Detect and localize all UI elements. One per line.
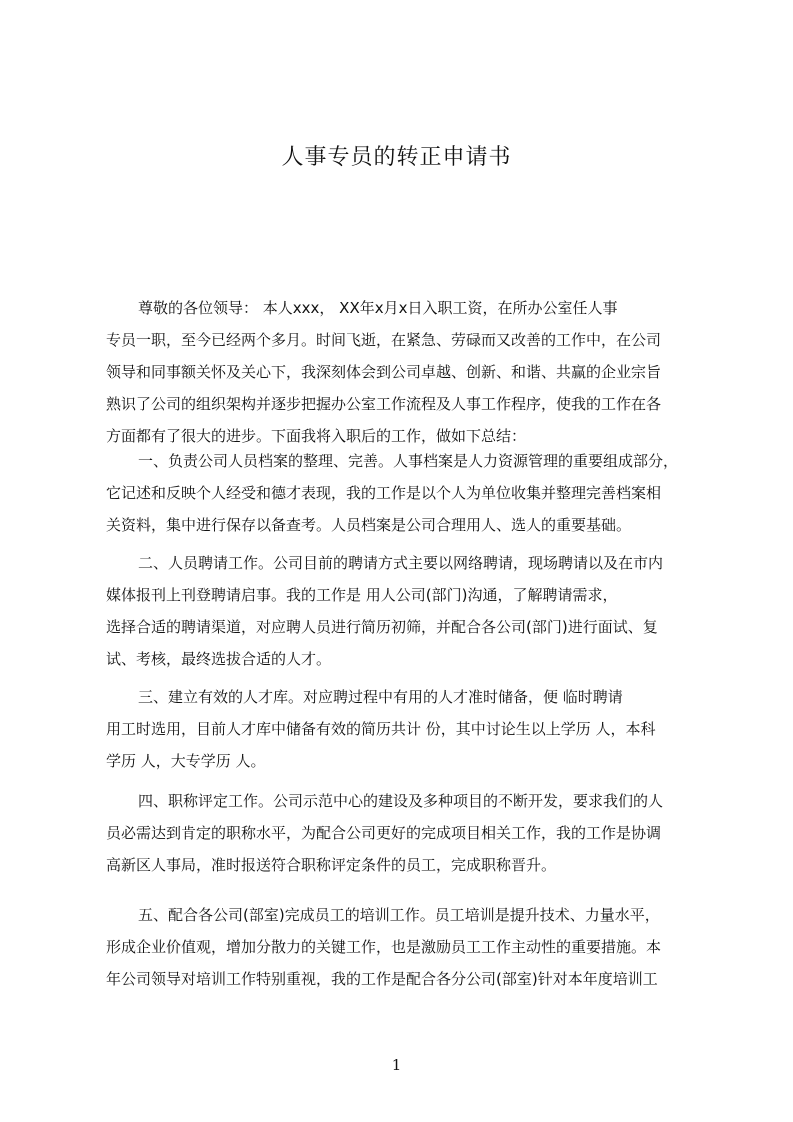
paragraph-line: 用工时选用，目前人才库中储备有效的简历共计 份，其中讨论生以上学历 人，本科 — [106, 720, 656, 738]
paragraph-line: 员必需达到肯定的职称水平，为配合公司更好的完成项目相关工作，我的工作是协调 — [106, 824, 662, 842]
paragraph-line: 选择合适的聘请渠道，对应聘人员进行简历初筛，并配合各公司(部门)进行面试、复 — [106, 618, 658, 636]
paragraph-line: 媒体报刊上刊登聘请启事。我的工作是 用人公司(部门)沟通，了解聘请需求， — [106, 586, 618, 604]
intro-paragraph — [106, 292, 706, 452]
paragraph-line: 方面都有了很大的进步。下面我将入职后的工作，做如下总结： — [106, 427, 527, 445]
paragraph-line: 领导和同事额关怀及关心下，我深刻体会到公司卓越、创新、和谐、共赢的企业宗旨 — [106, 363, 662, 381]
paragraph-line: 专员一职，至今已经两个多月。时间飞逝，在紧急、劳碌而又改善的工作中，在公司 — [106, 331, 662, 349]
paragraph-line: 它记述和反映个人经受和德才表现，我的工作是以个人为单位收集并整理完善档案相 — [106, 484, 662, 502]
section-paragraph-1 — [106, 445, 706, 541]
paragraph-line: 形成企业价值观，增加分散力的关键工作，也是激励员工工作主动性的重要措施。本 — [106, 938, 662, 956]
section-paragraph-4 — [106, 785, 706, 881]
paragraph-line: 学历 人，大专学历 人。 — [106, 752, 266, 770]
paragraph-line: 一、负责公司人员档案的整理、完善。人事档案是人力资源管理的重要组成部分， — [138, 452, 679, 470]
paragraph-line: 熟识了公司的组织架构并逐步把握办公室工作流程及人事工作程序，使我的工作在各 — [106, 395, 662, 413]
paragraph-line: 年公司领导对培训工作特别重视，我的工作是配合各分公司(部室)针对本年度培训工 — [106, 970, 658, 988]
document-title: 人事专员的转正申请书 — [281, 145, 512, 170]
paragraph-line: 二、人员聘请工作。公司目前的聘请方式主要以网络聘请，现场聘请以及在市内 — [138, 554, 664, 572]
paragraph-line: 五、配合各公司(部室)完成员工的培训工作。员工培训是提升技术、力量水平， — [138, 906, 660, 924]
page-number: 1 — [391, 1056, 402, 1074]
section-paragraph-3 — [106, 681, 706, 777]
section-paragraph-2 — [106, 547, 706, 675]
paragraph-line: 尊敬的各位领导： 本人xxx， XX年x月x日入职工资，在所办公室任人事 — [138, 299, 618, 317]
paragraph-line: 关资料，集中进行保存以备查考。人员档案是公司合理用人、选人的重要基础。 — [106, 516, 632, 534]
section-paragraph-5 — [106, 899, 706, 995]
paragraph-line: 三、建立有效的人才库。对应聘过程中有用的人才准时储备，便 临时聘请 — [138, 688, 623, 706]
paragraph-line: 高新区人事局，准时报送符合职称评定条件的员工，完成职称晋升。 — [106, 856, 557, 874]
paragraph-line: 四、职称评定工作。公司示范中心的建设及多种项目的不断开发，要求我们的人 — [138, 792, 664, 810]
paragraph-line: 试、考核，最终选拔合适的人才。 — [106, 650, 332, 668]
